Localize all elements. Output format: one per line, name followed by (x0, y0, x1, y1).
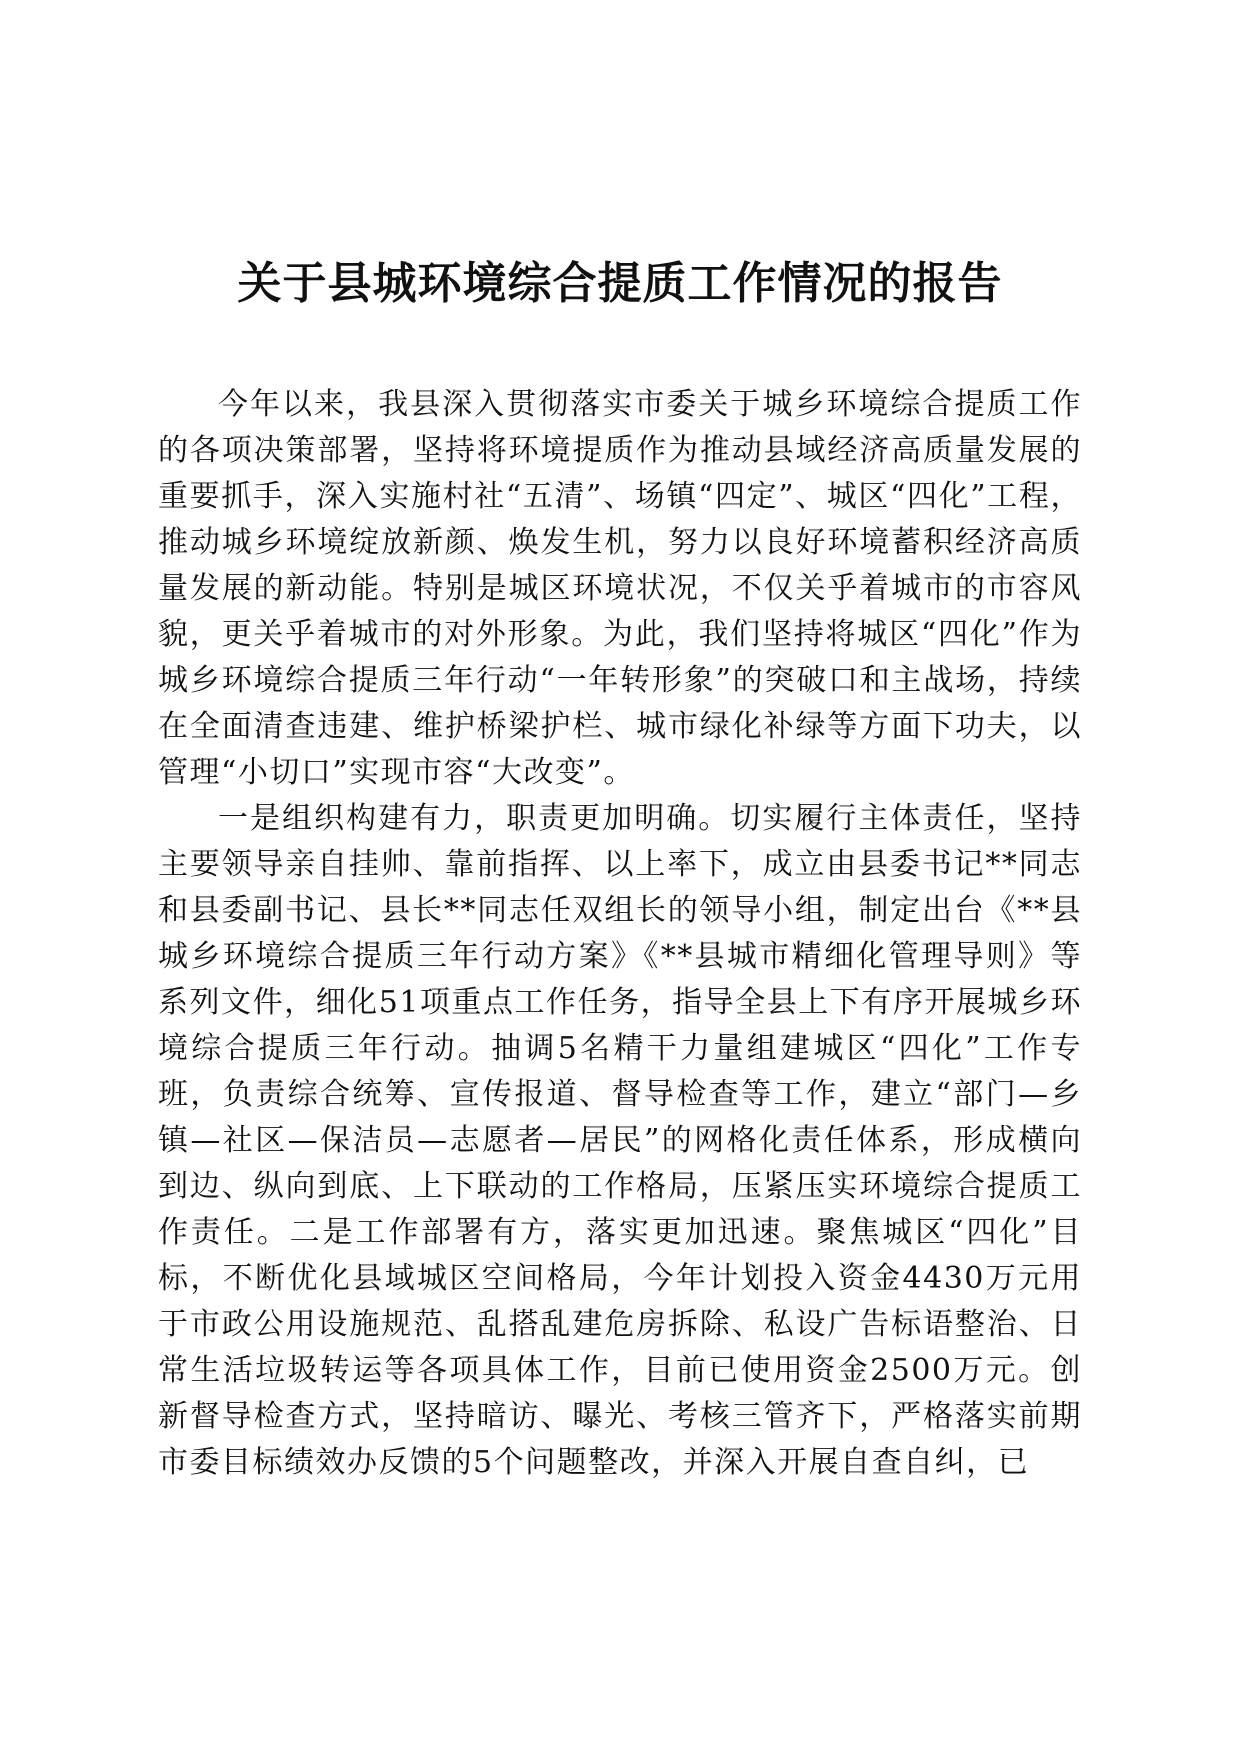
document-body (158, 382, 1082, 1486)
paragraph-intro: 今年以来，我县深入贯彻落实市委关于城乡环境综合提质工作的各项决策部署，坚持将环境提质作为推动县域经济高质量发展的重要抓手，深入实施村社“五清”、场镇“四定”、城区“四化”工程，推动城乡环境绽放新颜、焕发生机，努力以良好环境蓄积经济高质量发展的新动能。特别是城区环境状况，不仅关乎着城市的市容风貌，更关乎着城市的对外形象。为此，我们坚持将城区“四化”作为城乡环境综合提质三年行动“一年转形象”的突破口和主战场，持续在全面清查违建、维护桥梁护栏、城市绿化补绿等方面下功夫，以管理“小切口”实现市容“大改变”。 (158, 387, 1082, 790)
document-title: 关于县城环境综合提质工作情况的报告 (237, 258, 1003, 309)
paragraph-organization: 一是组织构建有力，职责更加明确。切实履行主体责任，坚持主要领导亲自挂帅、靠前指挥、以上率下，成立由县委书记**同志和县委副书记、县长**同志任双组长的领导小组，制定出台《**县城乡环境综合提质三年行动方案》《**县城市精细化管理导则》等系列文件，细化51项重点工作任务，指导全县上下有序开展城乡环境综合提质三年行动。抽调5名精干力量组建城区“四化”工作专班，负责综合统筹、宣传报道、督导检查等工作，建立“部门—乡镇—社区—保洁员—志愿者—居民”的网格化责任体系，形成横向到边、纵向到底、上下联动的工作格局，压紧压实环境综合提质工作责任。二是工作部署有方，落实更加迅速。聚焦城区“四化”目标，不断优化县域城区空间格局，今年计划投入资金4430万元用于市政公用设施规范、乱搭乱建危房拆除、私设广告标语整治、日常生活垃圾转运等各项具体工作，目前已使用资金2500万元。创新督导检查方式，坚持暗访、曝光、考核三管齐下，严格落实前期市委目标绩效办反馈的5个问题整改，并深入开展自查自纠，已 (158, 801, 1082, 1480)
